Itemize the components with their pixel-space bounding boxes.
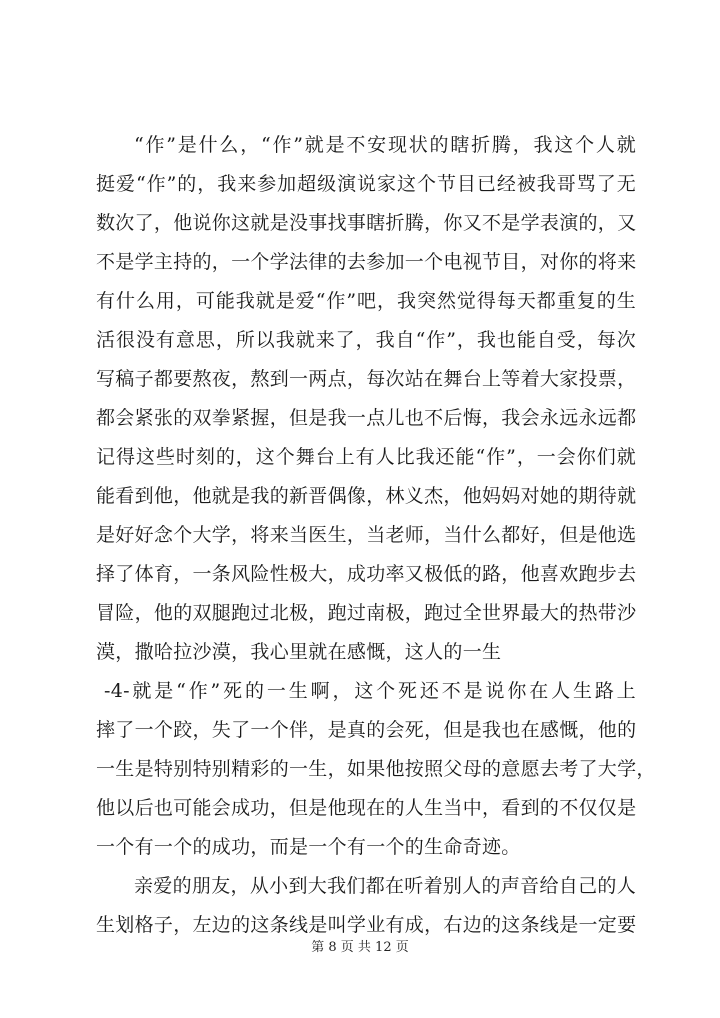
text-line: 是好好念个大学，将来当医生，当老师，当什么都好，但是他选 [96, 524, 637, 546]
body-text [96, 128, 656, 947]
text-line: 数次了，他说你这就是没事找事瞎折腾，你又不是学表演的，又 [96, 212, 637, 234]
text-line: 能看到他，他就是我的新晋偶像，林义杰，他妈妈对她的期待就 [96, 485, 637, 507]
text-line: 他以后也可能会成功，但是他现在的人生当中，看到的不仅仅是 [96, 797, 637, 819]
text-line: 一生是特别特别精彩的一生，如果他按照父母的意愿去考了大学， [96, 758, 656, 780]
text-line: 一个有一个的成功，而是一个有一个的生命奇迹。 [96, 836, 521, 858]
text-line: 活很没有意思，所以我就来了，我自“作”，我也能自受，每次 [96, 329, 636, 351]
text-line: 都会紧张的双拳紧握，但是我一点儿也不后悔，我会永远永远都 [96, 407, 637, 429]
text-line: 漠，撒哈拉沙漠，我心里就在感慨，这人的一生 [96, 641, 502, 663]
text-line: 有什么用，可能我就是爱“作”吧，我突然觉得每天都重复的生 [96, 290, 636, 312]
page-footer: 第 8 页 共 12 页 [311, 940, 409, 955]
text-line: -4-就是“作”死的一生啊，这个死还不是说你在人生路上 [104, 680, 636, 702]
text-line: 写稿子都要熬夜，熬到一两点，每次站在舞台上等着大家投票， [96, 368, 637, 390]
text-line: “作”是什么，“作”就是不安现状的瞎折腾，我这个人就 [134, 134, 636, 156]
text-line: 择了体育，一条风险性极大，成功率又极低的路，他喜欢跑步去 [96, 563, 637, 585]
text-line: 生划格子，左边的这条线是叫学业有成，右边的这条线是一定要 [96, 914, 637, 936]
text-line: 不是学主持的，一个学法律的去参加一个电视节目，对你的将来 [96, 251, 637, 273]
text-line: 亲爱的朋友，从小到大我们都在听着别人的声音给自己的人 [134, 875, 636, 897]
text-line: 摔了一个跤，失了一个伴，是真的会死，但是我也在感慨，他的 [96, 719, 637, 741]
text-line: 记得这些时刻的，这个舞台上有人比我还能“作”，一会你们就 [96, 446, 636, 468]
text-line: 冒险，他的双腿跑过北极，跑过南极，跑过全世界最大的热带沙 [96, 602, 637, 624]
text-line: 挺爱“作”的，我来参加超级演说家这个节目已经被我哥骂了无 [96, 173, 636, 195]
